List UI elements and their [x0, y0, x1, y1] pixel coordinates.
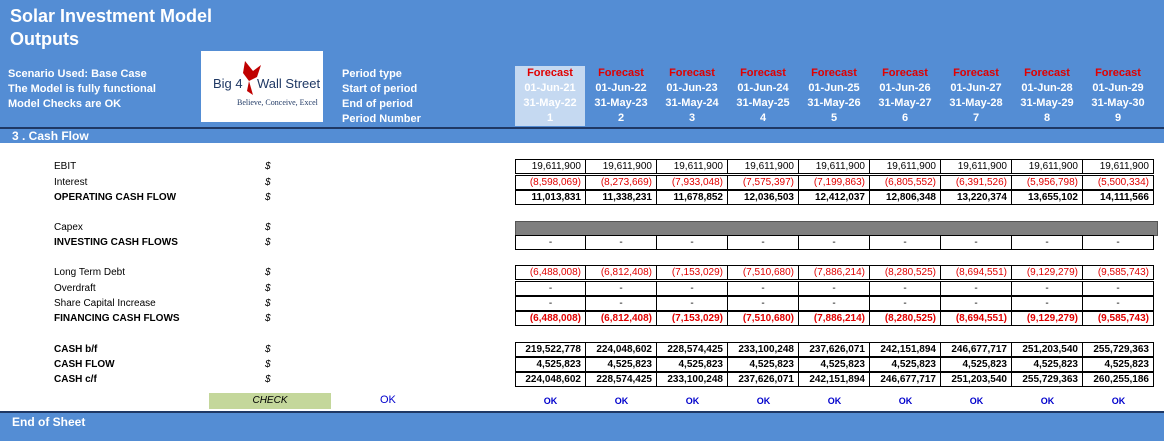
cell-icf-period-1[interactable]: - — [515, 235, 586, 250]
row-label-cash-bf: CASH b/f — [54, 344, 98, 355]
cell-ocf-period-6[interactable]: 12,806,348 — [870, 190, 941, 205]
period-column-7: Forecast 01-Jun-27 31-May-28 7 — [949, 67, 1003, 124]
row-values-financing-cash-flows — [515, 311, 1154, 326]
cell-cash_flow-period-3[interactable]: 4,525,823 — [657, 357, 728, 372]
period-column-9: Forecast 01-Jun-29 31-May-30 9 — [1091, 67, 1145, 124]
cell-ebit-period-8[interactable]: 19,611,900 — [1012, 159, 1083, 174]
cell-cash_cf-period-2[interactable]: 228,574,425 — [586, 372, 657, 387]
row-values-operating-cash-flow — [515, 190, 1154, 205]
row-label-operating-cash-flow: OPERATING CASH FLOW — [54, 192, 177, 203]
section-title: 3 . Cash Flow — [12, 129, 89, 143]
row-label-cash-flow: CASH FLOW — [54, 359, 115, 370]
cell-cash_flow-period-1[interactable]: 4,525,823 — [515, 357, 586, 372]
cell-cash_cf-period-9[interactable]: 260,255,186 — [1083, 372, 1154, 387]
check-ok-period-6: OK — [898, 396, 913, 406]
cell-cash_cf-period-3[interactable]: 233,100,248 — [657, 372, 728, 387]
row-unit-ebit: $ — [265, 161, 271, 172]
row-values-share-capital — [515, 296, 1154, 311]
cell-interest-period-1[interactable]: (8,598,069) — [515, 175, 586, 190]
cell-overdraft-period-8[interactable]: - — [1012, 281, 1083, 296]
cell-ocf-period-2[interactable]: 11,338,231 — [586, 190, 657, 205]
cell-cash_flow-period-7[interactable]: 4,525,823 — [941, 357, 1012, 372]
check-result: OK — [380, 394, 396, 406]
cell-share-period-9[interactable]: - — [1083, 296, 1154, 311]
cell-ocf-period-1[interactable]: 11,013,831 — [515, 190, 586, 205]
cell-ebit-period-9[interactable]: 19,611,900 — [1083, 159, 1154, 174]
row-unit-cash-cf: $ — [265, 374, 271, 385]
cell-ltd-period-2[interactable]: (6,812,408) — [586, 265, 657, 280]
row-label-cash-cf: CASH c/f — [54, 374, 97, 385]
cell-icf-period-9[interactable]: - — [1083, 235, 1154, 250]
cell-fcf-period-6[interactable]: (8,280,525) — [870, 311, 941, 326]
cell-ltd-period-8[interactable]: (9,129,279) — [1012, 265, 1083, 280]
period-column-3: Forecast 01-Jun-23 31-May-24 3 — [665, 67, 719, 124]
row-label-financing-cash-flows: FINANCING CASH FLOWS — [54, 313, 180, 324]
cell-ebit-period-6[interactable]: 19,611,900 — [870, 159, 941, 174]
check-ok-period-7: OK — [969, 396, 984, 406]
model-status-label: The Model is fully functional — [8, 83, 156, 95]
cell-share-period-6[interactable]: - — [870, 296, 941, 311]
period-column-5: Forecast 01-Jun-25 31-May-26 5 — [807, 67, 861, 124]
period-column-4: Forecast 01-Jun-24 31-May-25 4 — [736, 67, 790, 124]
row-unit-cash-flow: $ — [265, 359, 271, 370]
period-type-label: Period type — [342, 68, 402, 80]
row-unit-interest: $ — [265, 177, 271, 188]
cell-overdraft-period-2[interactable]: - — [586, 281, 657, 296]
period-end-label: End of period — [342, 98, 413, 110]
cell-cash_cf-period-4[interactable]: 237,626,071 — [728, 372, 799, 387]
cell-share-period-1[interactable]: - — [515, 296, 586, 311]
end-of-sheet-bar[interactable] — [0, 411, 1164, 441]
model-checks-label: Model Checks are OK — [8, 98, 122, 110]
cell-ltd-period-1[interactable]: (6,488,008) — [515, 265, 586, 280]
cell-ltd-period-3[interactable]: (7,153,029) — [657, 265, 728, 280]
cell-cash_cf-period-7[interactable]: 251,203,540 — [941, 372, 1012, 387]
row-label-investing-cash-flows: INVESTING CASH FLOWS — [54, 237, 178, 248]
cell-icf-period-3[interactable]: - — [657, 235, 728, 250]
period-start-label: Start of period — [342, 83, 418, 95]
row-unit-overdraft: $ — [265, 283, 271, 294]
cell-ebit-period-3[interactable]: 19,611,900 — [657, 159, 728, 174]
cell-cash_flow-period-2[interactable]: 4,525,823 — [586, 357, 657, 372]
row-values-investing-cash-flows — [515, 235, 1154, 250]
cell-cash_bf-period-5[interactable]: 237,626,071 — [799, 342, 870, 357]
cell-ebit-period-2[interactable]: 19,611,900 — [586, 159, 657, 174]
svg-text:Believe, Conceive, Excel: Believe, Conceive, Excel — [237, 98, 318, 107]
cell-share-period-2[interactable]: - — [586, 296, 657, 311]
period-column-6: Forecast 01-Jun-26 31-May-27 6 — [878, 67, 932, 124]
cell-overdraft-period-4[interactable]: - — [728, 281, 799, 296]
cell-overdraft-period-5[interactable]: - — [799, 281, 870, 296]
row-label-long-term-debt: Long Term Debt — [54, 267, 125, 278]
company-logo — [201, 51, 323, 122]
cell-share-period-5[interactable]: - — [799, 296, 870, 311]
cell-interest-period-7[interactable]: (6,391,526) — [941, 175, 1012, 190]
row-unit-cash-bf: $ — [265, 344, 271, 355]
cell-ocf-period-7[interactable]: 13,220,374 — [941, 190, 1012, 205]
row-values-overdraft — [515, 281, 1154, 296]
check-ok-period-2: OK — [614, 396, 629, 406]
row-label-capex: Capex — [54, 222, 83, 233]
row-values-long-term-debt — [515, 265, 1154, 280]
cell-share-period-8[interactable]: - — [1012, 296, 1083, 311]
check-ok-period-5: OK — [827, 396, 842, 406]
cell-icf-period-2[interactable]: - — [586, 235, 657, 250]
cell-interest-period-4[interactable]: (7,575,397) — [728, 175, 799, 190]
cell-overdraft-period-3[interactable]: - — [657, 281, 728, 296]
cell-interest-period-8[interactable]: (5,956,798) — [1012, 175, 1083, 190]
cell-cash_bf-period-1[interactable]: 219,522,778 — [515, 342, 586, 357]
cell-ocf-period-4[interactable]: 12,036,503 — [728, 190, 799, 205]
row-label-overdraft: Overdraft — [54, 283, 96, 294]
cell-cash_flow-period-9[interactable]: 4,525,823 — [1083, 357, 1154, 372]
cell-share-period-3[interactable]: - — [657, 296, 728, 311]
cell-cash_cf-period-5[interactable]: 242,151,894 — [799, 372, 870, 387]
cell-cash_bf-period-3[interactable]: 228,574,425 — [657, 342, 728, 357]
model-subtitle: Outputs — [10, 29, 79, 49]
row-unit-share-capital: $ — [265, 298, 271, 309]
cell-interest-period-9[interactable]: (5,500,334) — [1083, 175, 1154, 190]
row-unit-capex: $ — [265, 222, 271, 233]
cell-icf-period-6[interactable]: - — [870, 235, 941, 250]
cell-interest-period-3[interactable]: (7,933,048) — [657, 175, 728, 190]
svg-text:Big 4: Big 4 — [213, 76, 243, 91]
cell-fcf-period-4[interactable]: (7,510,680) — [728, 311, 799, 326]
cell-cash_bf-period-4[interactable]: 233,100,248 — [728, 342, 799, 357]
cell-ocf-period-5[interactable]: 12,412,037 — [799, 190, 870, 205]
end-of-sheet-label: End of Sheet — [12, 415, 86, 429]
check-ok-period-8: OK — [1040, 396, 1055, 406]
cell-cash_cf-period-6[interactable]: 246,677,717 — [870, 372, 941, 387]
cell-ltd-period-9[interactable]: (9,585,743) — [1083, 265, 1154, 280]
cell-share-period-7[interactable]: - — [941, 296, 1012, 311]
cell-cash_bf-period-9[interactable]: 255,729,363 — [1083, 342, 1154, 357]
cell-cash_bf-period-7[interactable]: 246,677,717 — [941, 342, 1012, 357]
row-unit-investing-cash-flows: $ — [265, 237, 271, 248]
cell-cash_flow-period-4[interactable]: 4,525,823 — [728, 357, 799, 372]
cell-cash_cf-period-8[interactable]: 255,729,363 — [1012, 372, 1083, 387]
cell-cash_cf-period-1[interactable]: 224,048,602 — [515, 372, 586, 387]
period-column-2: Forecast 01-Jun-22 31-May-23 2 — [594, 67, 648, 124]
cell-cash_flow-period-8[interactable]: 4,525,823 — [1012, 357, 1083, 372]
check-ok-period-9: OK — [1111, 396, 1126, 406]
cell-cash_bf-period-6[interactable]: 242,151,894 — [870, 342, 941, 357]
cell-interest-period-5[interactable]: (7,199,863) — [799, 175, 870, 190]
cell-fcf-period-8[interactable]: (9,129,279) — [1012, 311, 1083, 326]
cell-ltd-period-5[interactable]: (7,886,214) — [799, 265, 870, 280]
cell-cash_bf-period-2[interactable]: 224,048,602 — [586, 342, 657, 357]
row-label-ebit: EBIT — [54, 161, 77, 172]
cell-fcf-period-9[interactable]: (9,585,743) — [1083, 311, 1154, 326]
cell-overdraft-period-7[interactable]: - — [941, 281, 1012, 296]
cell-interest-period-6[interactable]: (6,805,552) — [870, 175, 941, 190]
row-values-cash-flow — [515, 357, 1154, 372]
cell-ocf-period-9[interactable]: 14,111,566 — [1083, 190, 1154, 205]
row-unit-long-term-debt: $ — [265, 267, 271, 278]
cell-cash_flow-period-5[interactable]: 4,525,823 — [799, 357, 870, 372]
section-header-cash-flow[interactable] — [0, 127, 1164, 143]
cell-ltd-period-7[interactable]: (8,694,551) — [941, 265, 1012, 280]
cell-ocf-period-3[interactable]: 11,678,852 — [657, 190, 728, 205]
row-unit-financing-cash-flows: $ — [265, 313, 271, 324]
cell-ocf-period-8[interactable]: 13,655,102 — [1012, 190, 1083, 205]
cell-ebit-period-4[interactable]: 19,611,900 — [728, 159, 799, 174]
scenario-label: Scenario Used: Base Case — [8, 68, 147, 80]
cell-overdraft-period-9[interactable]: - — [1083, 281, 1154, 296]
check-label[interactable]: CHECK — [209, 393, 331, 409]
cell-fcf-period-1[interactable]: (6,488,008) — [515, 311, 586, 326]
row-values-cash-bf — [515, 342, 1154, 357]
row-label-interest: Interest — [54, 177, 88, 188]
model-header — [0, 0, 1164, 127]
check-ok-period-4: OK — [756, 396, 771, 406]
cell-fcf-period-2[interactable]: (6,812,408) — [586, 311, 657, 326]
row-values-interest — [515, 175, 1154, 190]
row-values-ebit — [515, 159, 1154, 174]
row-unit-operating-cash-flow: $ — [265, 192, 271, 203]
cell-ebit-period-7[interactable]: 19,611,900 — [941, 159, 1012, 174]
period-column-1: Forecast 01-Jun-21 31-May-22 1 — [515, 66, 585, 126]
row-label-share-capital: Share Capital Increase — [54, 298, 156, 309]
cell-cash_bf-period-8[interactable]: 251,203,540 — [1012, 342, 1083, 357]
period-column-8: Forecast 01-Jun-28 31-May-29 8 — [1020, 67, 1074, 124]
check-ok-period-1: OK — [543, 396, 558, 406]
cell-icf-period-5[interactable]: - — [799, 235, 870, 250]
cell-overdraft-period-6[interactable]: - — [870, 281, 941, 296]
cell-fcf-period-5[interactable]: (7,886,214) — [799, 311, 870, 326]
cell-share-period-4[interactable]: - — [728, 296, 799, 311]
cell-overdraft-period-1[interactable]: - — [515, 281, 586, 296]
period-number-label: Period Number — [342, 113, 421, 125]
cell-ebit-period-5[interactable]: 19,611,900 — [799, 159, 870, 174]
cell-icf-period-4[interactable]: - — [728, 235, 799, 250]
cell-icf-period-7[interactable]: - — [941, 235, 1012, 250]
svg-text:Wall Street: Wall Street — [257, 76, 321, 91]
model-title: Solar Investment Model — [10, 6, 213, 26]
cell-icf-period-8[interactable]: - — [1012, 235, 1083, 250]
cell-ebit-period-1[interactable]: 19,611,900 — [515, 159, 586, 174]
cell-fcf-period-7[interactable]: (8,694,551) — [941, 311, 1012, 326]
cell-interest-period-2[interactable]: (8,273,669) — [586, 175, 657, 190]
row-values-cash-cf — [515, 372, 1154, 387]
cell-ltd-period-4[interactable]: (7,510,680) — [728, 265, 799, 280]
cell-ltd-period-6[interactable]: (8,280,525) — [870, 265, 941, 280]
cell-cash_flow-period-6[interactable]: 4,525,823 — [870, 357, 941, 372]
capex-row-bar — [515, 221, 1158, 236]
check-ok-period-3: OK — [685, 396, 700, 406]
cell-fcf-period-3[interactable]: (7,153,029) — [657, 311, 728, 326]
